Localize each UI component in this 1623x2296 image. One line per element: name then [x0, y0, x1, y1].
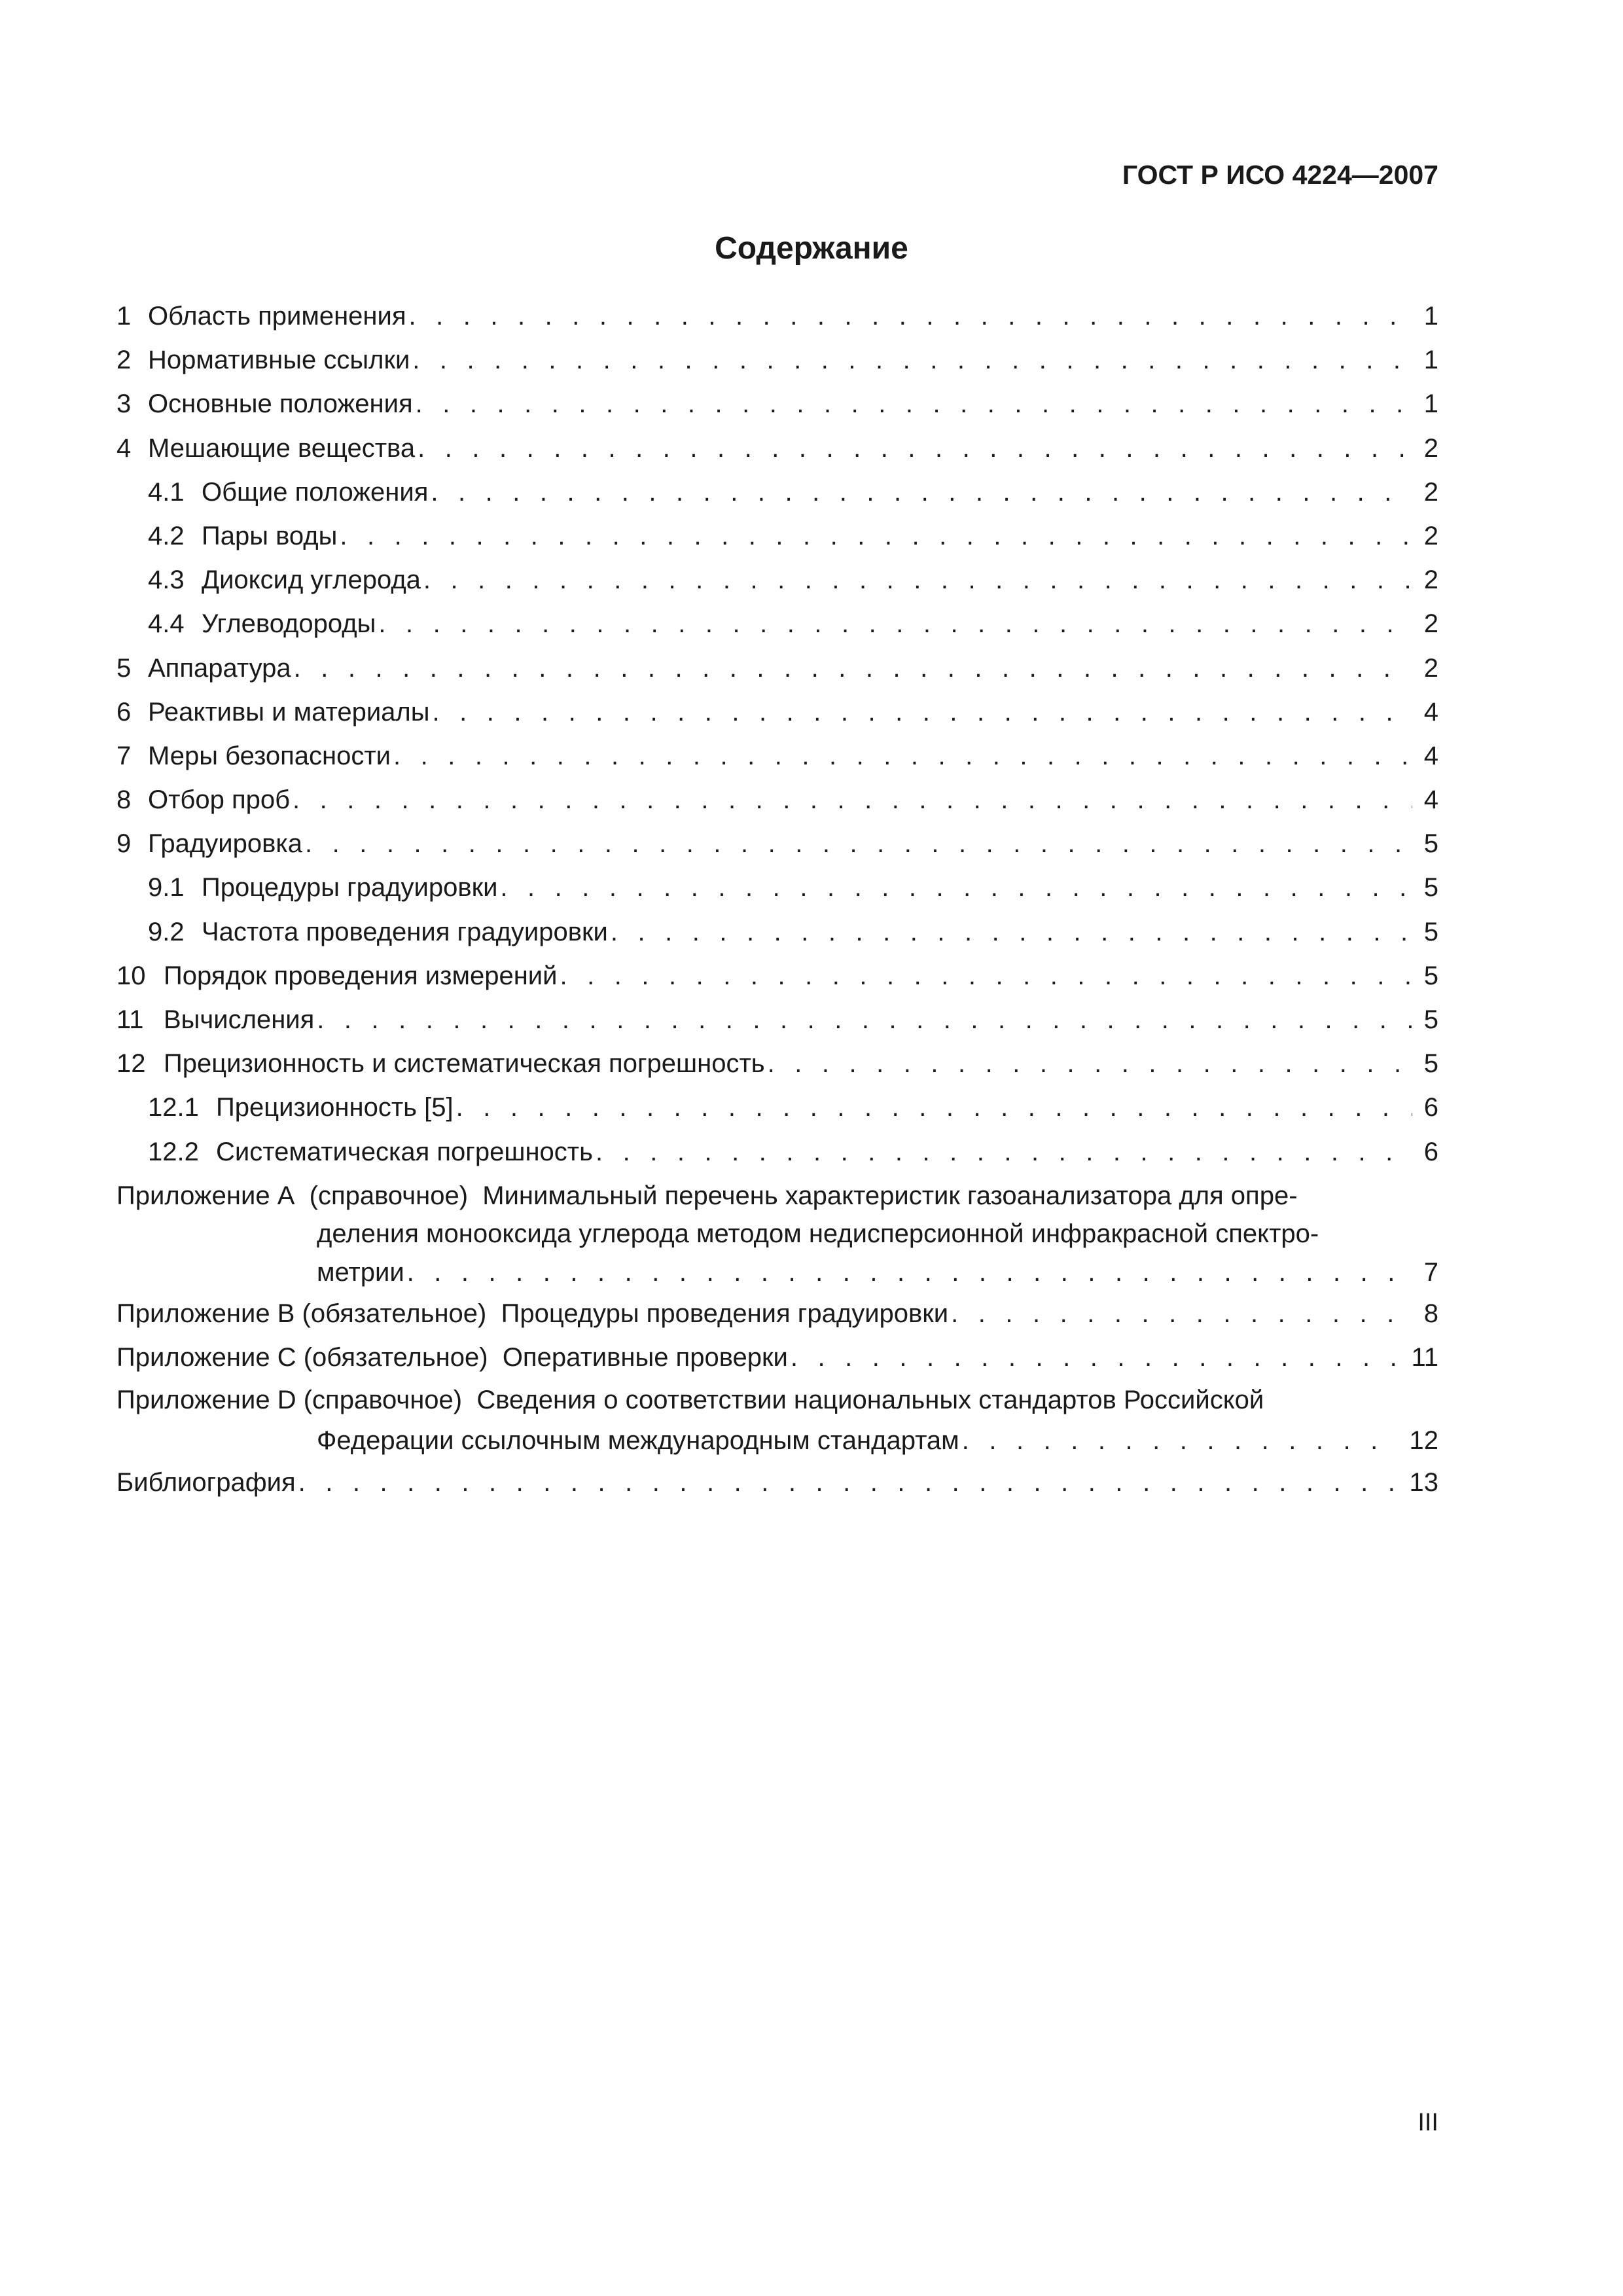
page-number-roman: III [1418, 2109, 1438, 2136]
toc-entry-9-2[interactable]: 9.2 Частота проведения градуировки . . . 5 [116, 910, 1438, 954]
toc-entry-9-1[interactable]: 9.1 Процедуры градуировки . . . 5 [116, 866, 1438, 910]
dot-leader [959, 1420, 1410, 1461]
dot-leader [788, 1336, 1412, 1380]
dot-leader [765, 1042, 1412, 1086]
toc-appendix-d[interactable] [116, 1380, 1438, 1461]
toc-appendix-c[interactable] [116, 1336, 1438, 1380]
dot-leader [557, 954, 1412, 998]
toc-entry-1[interactable]: 1 Область применения . . . 1 [116, 295, 1438, 338]
appendix-title-line: метрии [317, 1257, 404, 1287]
dot-leader [314, 998, 1412, 1042]
dot-leader [948, 1292, 1412, 1336]
dot-leader [410, 338, 1412, 382]
dot-leader [413, 382, 1412, 426]
dot-leader [404, 1253, 1412, 1292]
appendix-title-line: Минимальный перечень характеристик газоанализатора для опре- [482, 1181, 1298, 1210]
dot-leader [497, 866, 1412, 910]
dot-leader [406, 295, 1412, 338]
appendix-title-line: Федерации ссылочным международным стандартам [317, 1426, 959, 1455]
appendix-title: Процедуры проведения градуировки [501, 1299, 949, 1328]
toc-entry-12[interactable]: 12 Прецизионность и систематическая погрешность . . . 5 [116, 1042, 1438, 1086]
toc-entry-4-2[interactable]: 4.2 Пары воды . . . 2 [116, 514, 1438, 558]
appendix-title: Оперативные проверки [502, 1342, 788, 1372]
toc-entry-4[interactable]: 4 Мешающие вещества . . . 2 [116, 427, 1438, 471]
toc-entry-4-3[interactable]: 4.3 Диоксид углерода . . . 2 [116, 558, 1438, 602]
dot-leader [391, 734, 1412, 778]
appendix-type: (обязательное) [302, 1299, 487, 1328]
dot-leader [454, 1086, 1412, 1130]
toc-entry-3[interactable]: 3 Основные положения . . . 1 [116, 382, 1438, 426]
appendix-title-line: деления монооксида углерода методом недисперсионной инфракрасной спектро- [317, 1219, 1319, 1248]
dot-leader [337, 514, 1412, 558]
bibliography-label: Библиография [116, 1467, 296, 1497]
toc-bibliography[interactable] [116, 1461, 1438, 1505]
appendix-label: Приложение D [116, 1385, 296, 1414]
page-number: 12 [1409, 1426, 1438, 1455]
toc-entry-4-4[interactable]: 4.4 Углеводороды . . . 2 [116, 602, 1438, 646]
page-number: 7 [1423, 1257, 1438, 1287]
page-number: 13 [1409, 1467, 1438, 1497]
dot-leader [430, 691, 1412, 734]
toc-entry-12-1[interactable]: 12.1 Прецизионность [5] . . . 6 [116, 1086, 1438, 1130]
dot-leader [415, 427, 1412, 471]
toc-entry-12-2[interactable]: 12.2 Систематическая погрешность . . . 6 [116, 1130, 1438, 1174]
dot-leader [296, 1461, 1410, 1505]
toc-appendix-b[interactable] [116, 1292, 1438, 1336]
appendix-type: (справочное) [309, 1181, 469, 1210]
appendix-title-line: Сведения о соответствии национальных стандартов Российской [476, 1385, 1264, 1414]
toc-entry-10[interactable]: 10 Порядок проведения измерений . . . 5 [116, 954, 1438, 998]
dot-leader [593, 1130, 1412, 1174]
dot-leader [291, 647, 1412, 691]
toc-entry-9[interactable]: 9 Градуировка . . . 5 [116, 822, 1438, 866]
page-number: 8 [1423, 1299, 1438, 1328]
toc-appendix-a[interactable] [116, 1177, 1438, 1292]
toc-entry-6[interactable]: 6 Реактивы и материалы . . . 4 [116, 691, 1438, 734]
appendix-label: Приложение А [116, 1181, 295, 1210]
dot-leader [290, 778, 1412, 822]
dot-leader [428, 471, 1412, 514]
appendix-label: Приложение В [116, 1299, 295, 1328]
appendix-label: Приложение С [116, 1342, 296, 1372]
toc-entry-11[interactable]: 11 Вычисления . . . 5 [116, 998, 1438, 1042]
dot-leader [421, 558, 1412, 602]
toc-entry-8[interactable]: 8 Отбор проб . . . 4 [116, 778, 1438, 822]
document-code: ГОСТ Р ИСО 4224—2007 [1122, 160, 1438, 190]
toc-entry-4-1[interactable]: 4.1 Общие положения . . . 2 [116, 471, 1438, 514]
table-of-contents [116, 295, 1438, 1505]
toc-entry-5[interactable]: 5 Аппаратура . . . 2 [116, 647, 1438, 691]
appendix-type: (обязательное) [303, 1342, 488, 1372]
toc-entry-2[interactable]: 2 Нормативные ссылки . . . 1 [116, 338, 1438, 382]
page-number: 11 [1411, 1342, 1438, 1372]
dot-leader [376, 602, 1412, 646]
page-title: Содержание [715, 231, 908, 266]
dot-leader [302, 822, 1412, 866]
toc-entry-7[interactable]: 7 Меры безопасности . . . 4 [116, 734, 1438, 778]
appendix-type: (справочное) [303, 1385, 463, 1414]
dot-leader [608, 910, 1412, 954]
